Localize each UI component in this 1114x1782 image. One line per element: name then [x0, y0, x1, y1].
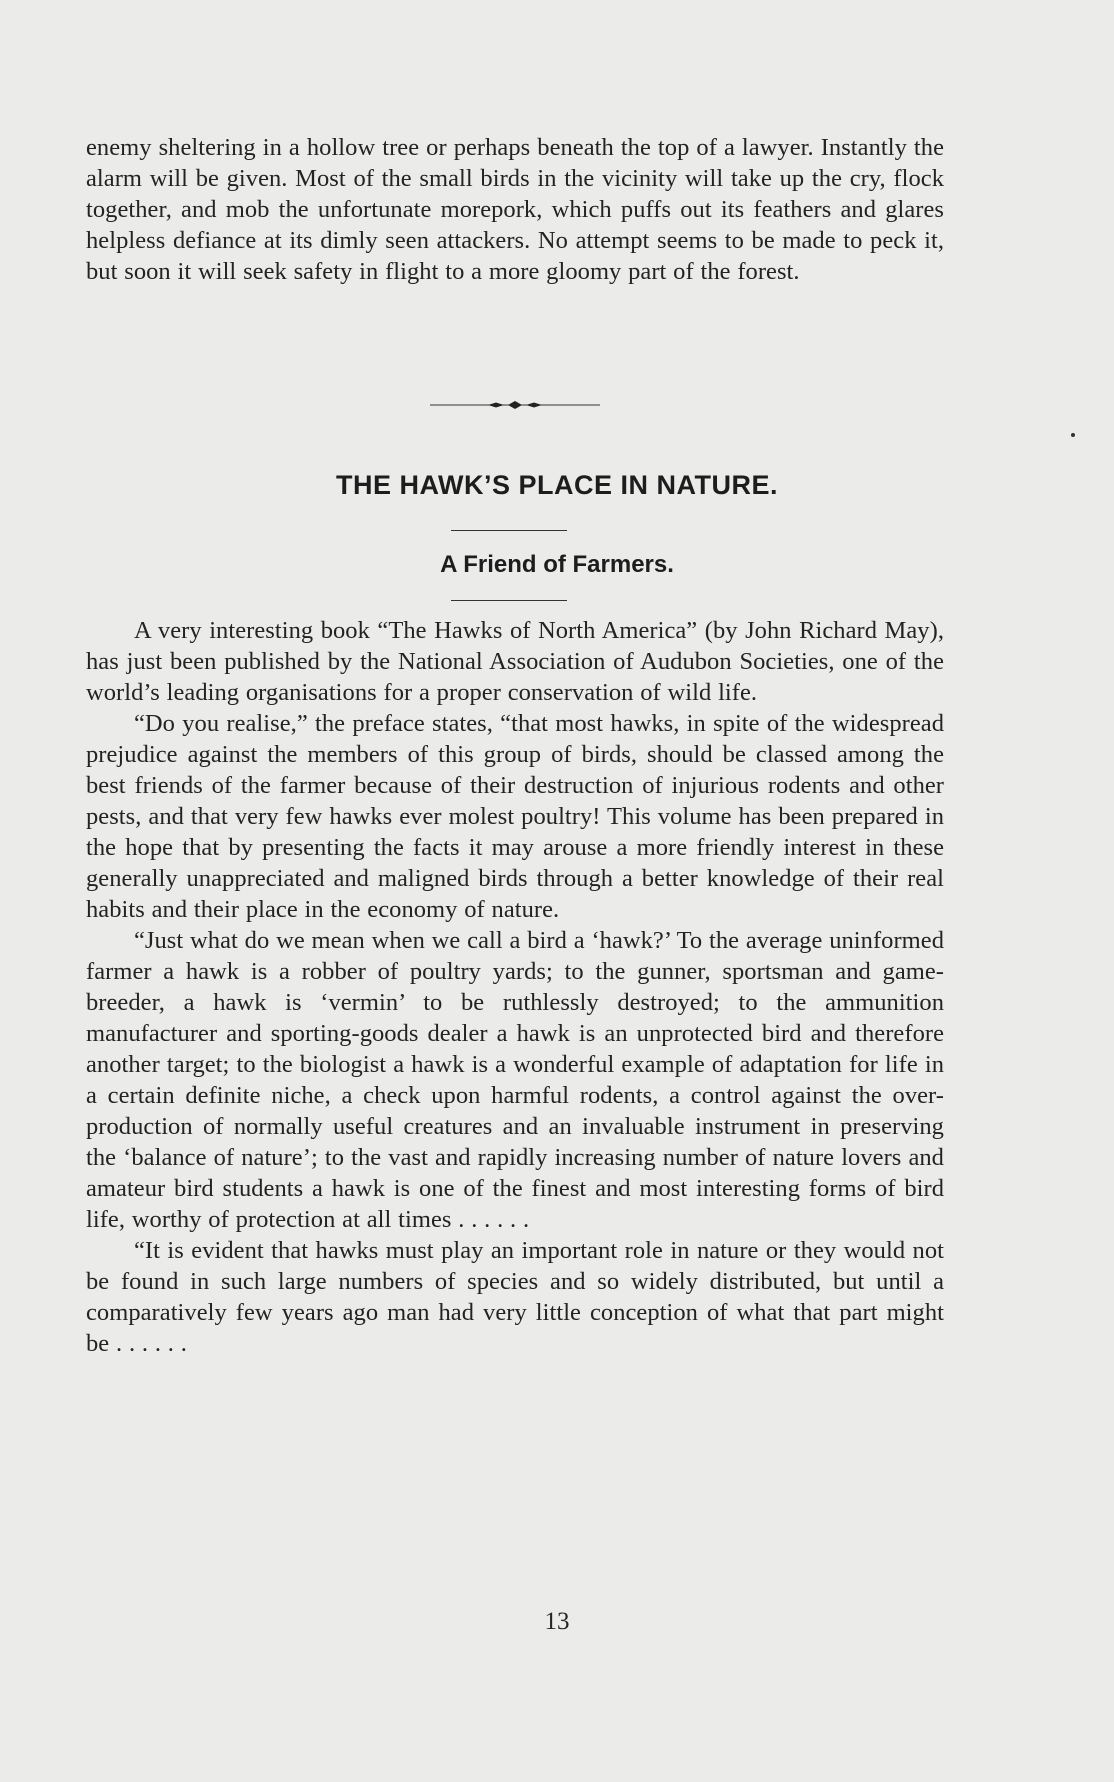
body-paragraph: “It is evident that hawks must play an important role in nature or they would not be found in such large numbers of species and so widely distributed, but until a comparatively few years ago man had very little conception of what that part might be . . . . . . — [86, 1237, 944, 1357]
body-paragraph: “Do you realise,” the preface states, “that most hawks, in spite of the widespread prejudice against the members of this group of birds, should be classed among the best friends of the farmer because of their destruction of injurious rodents and other pests, and that very few hawks ever molest poultry! This volume has been prepared in the hope that by presenting the facts it may arouse a more friendly interest in these generally unappreciated and maligned birds through a better knowledge of their real habits and their place in the economy of nature. — [86, 710, 944, 923]
section-title: THE HAWK’S PLACE IN NATURE. — [335, 470, 778, 500]
section-body — [86, 615, 944, 1359]
section-subtitle: A Friend of Farmers. — [440, 551, 674, 578]
section-ornament — [430, 393, 600, 417]
page-number: 13 — [544, 1608, 570, 1635]
body-paragraph: “Just what do we mean when we call a bird a ‘hawk?’ To the average uninformed farmer a hawk is a robber of poultry yards; to the gunner, sportsman and game-breeder, a hawk is ‘vermin’ to be ruthlessly destroyed; to the ammunition manufacturer and sporting-goods dealer a hawk is an unprotected bird and therefore another target; to the biologist a hawk is a wonderful example of adaptation for life in a certain definite niche, a check upon harmful rodents, a control against the over-production of normally useful creatures and an invaluable instrument in preserving the ‘balance of nature’; to the vast and rapidly increasing number of nature lovers and amateur bird students a hawk is one of the finest and most interesting forms of bird life, worthy of protection at all times . . . . . . — [86, 927, 944, 1233]
ink-spot — [1071, 433, 1075, 437]
continuation-paragraph: enemy sheltering in a hollow tree or perhaps beneath the top of a lawyer. Instantly the alarm will be given. Most of the small birds in the vicinity will take up the cry, flock together, and mob the unfortunate morepork, which puffs out its feathers and glares helpless defiance at its dimly seen attackers. No attempt seems to be made to peck it, but soon it will seek safety in flight to a more gloomy part of the forest. — [86, 134, 944, 285]
subtitle-rule-top — [451, 530, 567, 531]
subtitle-rule-bottom — [451, 600, 567, 601]
body-paragraph: A very interesting book “The Hawks of North America” (by John Richard May), has just been published by the National Association of Audubon Societies, one of the world’s leading organisations for a proper conservation of wild life. — [86, 617, 944, 706]
